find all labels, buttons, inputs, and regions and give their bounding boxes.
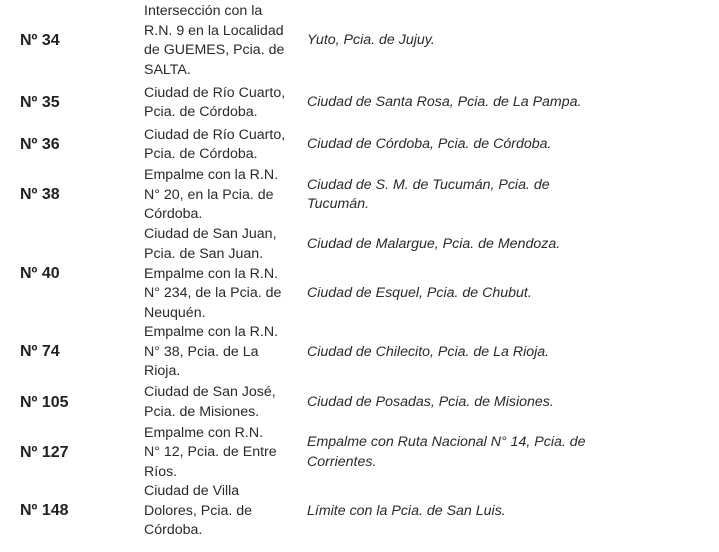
table-row xyxy=(0,482,719,541)
route-number: Nº 105 xyxy=(20,393,69,411)
route-destination xyxy=(303,265,719,324)
route-destination xyxy=(303,0,719,82)
route-destination-line: Yuto, Pcia. de Jujuy. xyxy=(307,32,435,49)
route-origin xyxy=(140,225,303,265)
route-origin-line: Ciudad de Río Cuarto, xyxy=(144,84,286,101)
route-destination-line: Límite con la Pcia. de San Luis. xyxy=(307,502,506,519)
table-row xyxy=(0,225,719,265)
route-destination xyxy=(303,424,719,483)
route-origin xyxy=(140,166,303,225)
route-origin-line: Intersección con la xyxy=(144,3,263,19)
route-origin-line: N° 234, de la Pcia. de xyxy=(144,285,282,301)
table-row xyxy=(0,124,719,166)
route-origin-line: Pcia. de Córdoba. xyxy=(144,146,258,162)
route-origin xyxy=(140,265,303,324)
table-row xyxy=(0,382,719,424)
route-destination xyxy=(303,124,719,166)
route-origin-line: Ciudad de Río Cuarto, xyxy=(144,126,286,143)
route-origin-line: Ciudad de San Juan, xyxy=(144,226,277,242)
route-origin-line: Rioja. xyxy=(144,363,181,379)
route-number: Nº 148 xyxy=(20,502,69,520)
route-destination-line: Ciudad de Córdoba, Pcia. de Córdoba. xyxy=(307,136,552,153)
route-origin-line: de GUEMES, Pcia. de xyxy=(144,42,285,58)
route-origin-line: Dolores, Pcia. de xyxy=(144,502,253,519)
route-origin-line: Empalme con la R.N. xyxy=(144,324,279,340)
route-number: Nº 40 xyxy=(20,264,60,282)
route-origin xyxy=(140,424,303,483)
route-origin-line: Pcia. de Misiones. xyxy=(144,403,260,420)
route-destination xyxy=(303,482,719,541)
route-origin-line: Empalme con R.N. xyxy=(144,424,264,441)
route-destination xyxy=(303,82,719,124)
route-origin-line: Ríos. xyxy=(144,463,178,480)
table-row xyxy=(0,166,719,225)
route-destination xyxy=(303,225,719,265)
table-row xyxy=(0,0,719,82)
route-origin-line: Empalme con la R.N. xyxy=(144,265,279,282)
table-row xyxy=(0,82,719,124)
route-origin-line: R.N. 9 en la Localidad xyxy=(144,22,284,39)
route-number: Nº 36 xyxy=(20,136,60,153)
route-origin-line: N° 38, Pcia. de La xyxy=(144,343,259,360)
route-number: Nº 127 xyxy=(20,443,69,461)
route-destination-line: Ciudad de Chilecito, Pcia. de La Rioja. xyxy=(307,343,550,360)
route-origin-line: SALTA. xyxy=(144,61,191,78)
route-destination-line: Ciudad de Malargue, Pcia. de Mendoza. xyxy=(307,235,561,252)
route-destination-line: Ciudad de S. M. de Tucumán, Pcia. de xyxy=(307,176,550,193)
route-number: Nº 35 xyxy=(20,94,60,111)
table-row xyxy=(0,323,719,382)
route-origin-line: Neuquén. xyxy=(144,304,206,321)
route-origin xyxy=(140,323,303,382)
route-destination-line: Tucumán. xyxy=(307,196,370,213)
route-origin-line: N° 12, Pcia. de Entre xyxy=(144,444,277,460)
route-number: Nº 74 xyxy=(20,343,60,361)
route-destination xyxy=(303,166,719,225)
route-origin-line: Ciudad de Villa xyxy=(144,483,240,499)
route-origin-line: Pcia. de San Juan. xyxy=(144,245,264,262)
route-origin xyxy=(140,124,303,166)
route-destination xyxy=(303,323,719,382)
route-origin-line: Pcia. de Córdoba. xyxy=(144,104,258,120)
route-origin xyxy=(140,482,303,541)
route-destination-line: Ciudad de Posadas, Pcia. de Misiones. xyxy=(307,393,554,410)
route-destination-line: Ciudad de Esquel, Pcia. de Chubut. xyxy=(307,285,532,301)
route-origin-line: Córdoba. xyxy=(144,522,203,538)
route-number: Nº 34 xyxy=(20,32,60,49)
route-origin-line: N° 20, en la Pcia. de xyxy=(144,186,274,203)
route-origin-line: Córdoba. xyxy=(144,206,203,222)
route-origin xyxy=(140,382,303,424)
route-number: Nº 38 xyxy=(20,186,60,204)
route-destination-line: Corrientes. xyxy=(307,453,377,470)
route-origin-line: Ciudad de San José, xyxy=(144,384,276,400)
route-origin xyxy=(140,82,303,124)
route-origin-line: Empalme con la R.N. xyxy=(144,167,279,183)
route-origin xyxy=(140,0,303,82)
route-destination xyxy=(303,382,719,424)
table-row xyxy=(0,424,719,483)
route-destination-line: Empalme con Ruta Nacional N° 14, Pcia. de xyxy=(307,434,586,451)
route-destination-line: Ciudad de Santa Rosa, Pcia. de La Pampa. xyxy=(307,94,582,111)
